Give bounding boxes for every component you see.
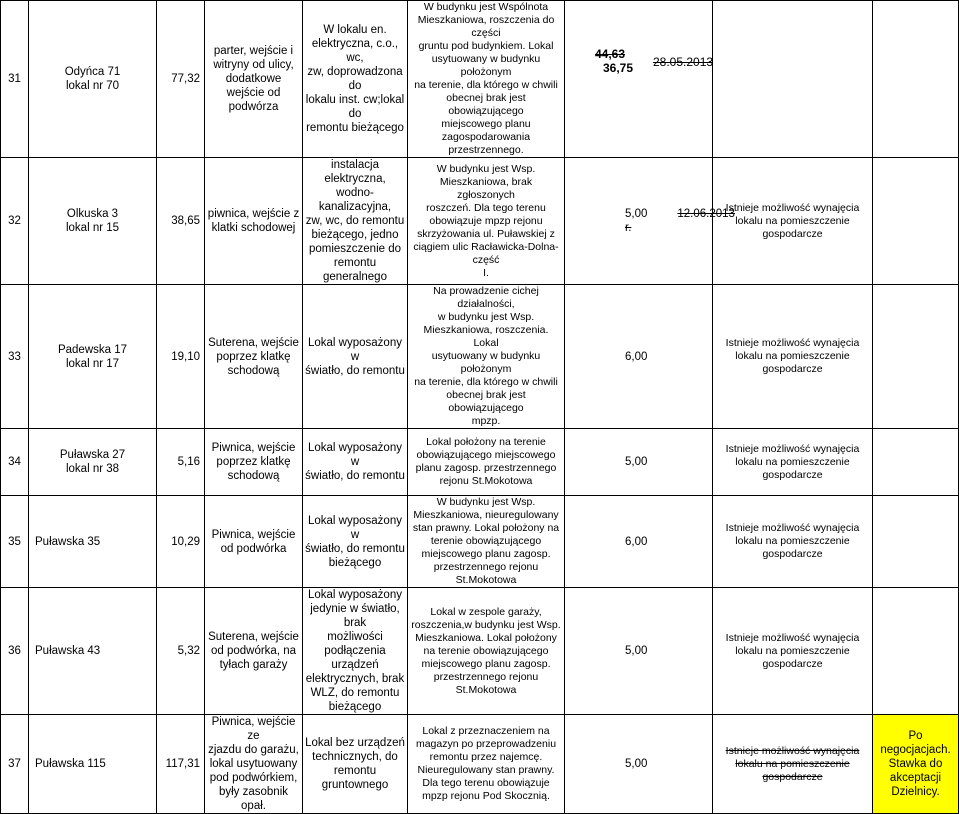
rate-value: 6,00	[625, 535, 648, 548]
rate-value: 5,00	[625, 645, 648, 657]
remarks-cell	[713, 429, 873, 496]
remarks-cell	[713, 496, 873, 588]
address-cell-text: Puławska 35	[35, 535, 101, 548]
remarks-cell-text: Istnieje możliwość wynajęcia lokalu na pomieszczenie gospodarcze	[725, 522, 860, 560]
rate-date: 28.05.2013	[653, 55, 714, 69]
location-cell	[205, 158, 303, 285]
location-cell-text: Suterena, wejście poprzez klatkę schodową	[208, 336, 299, 377]
row-number	[1, 715, 29, 814]
equipment-cell	[303, 429, 408, 496]
address-cell-text: Odyńca 71 lokal nr 70	[64, 66, 121, 92]
area-cell	[157, 1, 205, 158]
area-cell	[157, 588, 205, 715]
plan-cell	[408, 588, 565, 715]
address-cell-text: Puławska 27 lokal nr 38	[59, 449, 126, 475]
remarks-cell	[713, 158, 873, 285]
address-cell-text: Puławska 115	[35, 758, 106, 770]
extra-cell	[873, 588, 959, 715]
row-number	[1, 588, 29, 715]
remarks-cell-text: Istnieje możliwość wynajęcia lokalu na pomieszczenie gospodarcze	[725, 631, 860, 670]
location-cell	[205, 1, 303, 158]
extra-cell	[873, 715, 959, 814]
extra-cell-text: Po negocjacjach. Stawka do akceptacji Dzielnicy.	[880, 730, 951, 798]
address-cell	[29, 285, 157, 429]
location-cell	[205, 429, 303, 496]
rate-value: 5,00	[625, 456, 648, 468]
rate-cell	[565, 496, 713, 588]
rate-cell	[565, 588, 713, 715]
equipment-cell	[303, 715, 408, 814]
remarks-cell-text: Istnieje możliwość wynajęcia lokalu na pomieszczenie gospodarcze	[725, 201, 860, 240]
equipment-cell	[303, 496, 408, 588]
row-number-text: 31	[8, 73, 21, 85]
remarks-cell	[713, 1, 873, 158]
equipment-cell-text: Lokal wyposażony w światło, do remontu	[305, 442, 405, 482]
table-row	[1, 496, 959, 588]
address-cell	[29, 1, 157, 158]
rate-cell	[565, 715, 713, 814]
row-number	[1, 1, 29, 158]
area-cell	[157, 496, 205, 588]
remarks-cell	[713, 715, 873, 814]
row-number-text: 35	[8, 535, 21, 548]
area-cell	[157, 158, 205, 285]
rate-value: 5,00	[625, 208, 648, 220]
rate-cell	[565, 1, 713, 158]
equipment-cell-text: Lokal wyposażony w światło, do remontu	[305, 336, 405, 377]
extra-cell	[873, 285, 959, 429]
plan-cell-text: Lokal z przeznaczeniem na magazyn po przeprowadzeniu remontu przez najemcę. Nieuregulowany stan prawny. Dla tego terenu obowiązuje mpzp rejonu Pod Skocznią.	[415, 725, 557, 802]
equipment-cell-text: Lokal wyposażony w światło, do remontu bieżącego	[305, 514, 405, 569]
rate-new: 36,75	[603, 61, 634, 75]
area-cell	[157, 285, 205, 429]
plan-cell-text: W budynku jest Wspólnota Mieszkaniowa, roszczenia do części gruntu pod budynkiem. Lokal usytuowany w budynku położonym na terenie, dla którego w chwili obecnej brak jest obowiązującego miejscowego planu zagospodarowania przestrzennego.	[414, 1, 558, 156]
location-cell	[205, 285, 303, 429]
location-cell-text: Piwnica, wejście poprzez klatkę schodową	[211, 442, 296, 482]
extra-cell	[873, 496, 959, 588]
remarks-cell	[713, 588, 873, 715]
area-cell-text: 38,65	[171, 215, 200, 227]
rate-value: 5,00	[625, 758, 648, 770]
row-number	[1, 285, 29, 429]
address-cell-text: Olkuska 3 lokal nr 15	[65, 208, 120, 234]
extra-cell	[873, 1, 959, 158]
plan-cell	[408, 285, 565, 429]
row-number	[1, 429, 29, 496]
remarks-cell-text: Istnieje możliwość wynajęcia lokalu na pomieszczenie gospodarcze	[725, 337, 860, 375]
equipment-cell-text: instalacja elektryczna, wodno-kanalizacyjna, zw, wc, do remontu bieżącego, jedno pomieszczenie do remontu generalnego	[305, 159, 405, 283]
row-number-text: 32	[8, 215, 21, 227]
extra-cell	[873, 158, 959, 285]
area-cell-text: 77,32	[171, 73, 200, 85]
rate-date: 12.06.2013 r.	[625, 208, 735, 234]
rate-cell	[565, 429, 713, 496]
table-row	[1, 588, 959, 715]
area-cell-text: 5,16	[177, 456, 200, 468]
location-cell-text: piwnica, wejście z klatki schodowej	[207, 208, 300, 234]
address-cell-text: Padewska 17 lokal nr 17	[57, 343, 128, 370]
table-row	[1, 1, 959, 158]
location-cell	[205, 715, 303, 814]
plan-cell	[408, 496, 565, 588]
table-row	[1, 285, 959, 429]
table-row	[1, 158, 959, 285]
plan-cell-text: Lokal w zespole garaży, roszczenia,w budynku jest Wsp. Mieszkaniowa. Lokal położony na terenie obowiązującego miejscowego planu zagosp. przestrzennego rejonu St.Mokotowa	[411, 605, 561, 696]
location-cell-text: parter, wejście i witryny od ulicy, dodatkowe wejście od podwórza	[213, 45, 294, 113]
address-cell	[29, 158, 157, 285]
plan-cell-text: Na prowadzenie cichej działalności, w budynku jest Wsp. Mieszkaniowa, roszczenia. Lokal usytuowany w budynku położonym na terenie, dla którego w chwili obecnej brak jest obowiązującego mpzp.	[414, 285, 558, 427]
equipment-cell	[303, 285, 408, 429]
area-cell	[157, 429, 205, 496]
row-number-text: 34	[8, 456, 21, 468]
plan-cell-text: W budynku jest Wsp. Mieszkaniowa, nieuregulowany stan prawny. Lokal położony na terenie obowiązującego miejscowego planu zagosp. przestrzennego rejonu St.Mokotowa	[412, 496, 560, 586]
location-cell-text: Suterena, wejście od podwórka, na tyłach garaży	[208, 631, 299, 671]
area-cell-text: 19,10	[171, 350, 200, 363]
address-cell	[29, 588, 157, 715]
equipment-cell	[303, 158, 408, 285]
address-cell	[29, 715, 157, 814]
plan-cell	[408, 715, 565, 814]
location-cell	[205, 496, 303, 588]
row-number-text: 36	[8, 645, 21, 657]
row-number	[1, 496, 29, 588]
area-cell	[157, 715, 205, 814]
row-number-text: 37	[8, 758, 21, 770]
plan-cell-text: W budynku jest Wsp. Mieszkaniowa, brak zgłoszonych roszczeń. Dla tego terenu obowiązuje mpzp rejonu skrzyżowania ul. Puławskiej z ciągiem ulic Racławicka-Dolna-część I.	[413, 162, 559, 279]
extra-cell	[873, 429, 959, 496]
rate-old: 44,63	[595, 47, 626, 61]
plan-cell	[408, 429, 565, 496]
plan-cell	[408, 1, 565, 158]
equipment-cell	[303, 1, 408, 158]
row-number-text: 33	[8, 350, 21, 363]
rate-cell	[565, 158, 735, 285]
table-row	[1, 715, 959, 814]
address-cell	[29, 496, 157, 588]
rate-cell	[565, 285, 713, 429]
equipment-cell-text: Lokal wyposażony jedynie w światło, brak możliwości podłączenia urządzeń elektrycznych, brak WLZ, do remontu bieżącego	[305, 589, 405, 713]
address-cell	[29, 429, 157, 496]
location-cell-text: Piwnica, wejście ze zjazdu do garażu, lokal usytuowany pod podwórkiem, były zasobnik opał.	[208, 716, 299, 812]
location-cell	[205, 588, 303, 715]
equipment-cell	[303, 588, 408, 715]
equipment-cell-text: W lokalu en. elektryczna, c.o., wc, zw, doprowadzona do lokalu inst. cw;lokal do remontu bieżącego	[305, 24, 405, 134]
equipment-cell-text: Lokal bez urządzeń technicznych, do remontu gruntownego	[305, 737, 405, 791]
location-cell-text: Piwnica, wejście od podwórka	[211, 528, 296, 555]
plan-cell	[408, 158, 565, 285]
area-cell-text: 5,32	[177, 645, 200, 657]
plan-cell-text: Lokal położony na terenie obowiązującego miejscowego planu zagosp. przestrzennego rejonu St.Mokotowa	[415, 436, 557, 487]
remarks-cell	[713, 285, 873, 429]
address-cell-text: Puławska 43	[35, 645, 101, 657]
area-cell-text: 10,29	[171, 535, 200, 548]
remarks-cell-text: Istnieje możliwość wynajęcia lokalu na pomieszczenie gospodarcze	[725, 744, 860, 783]
rate-value: 6,00	[625, 350, 648, 363]
remarks-cell-text: Istnieje możliwość wynajęcia lokalu na pomieszczenie gospodarcze	[725, 442, 860, 481]
table-row	[1, 429, 959, 496]
row-number	[1, 158, 29, 285]
area-cell-text: 117,31	[165, 758, 200, 770]
